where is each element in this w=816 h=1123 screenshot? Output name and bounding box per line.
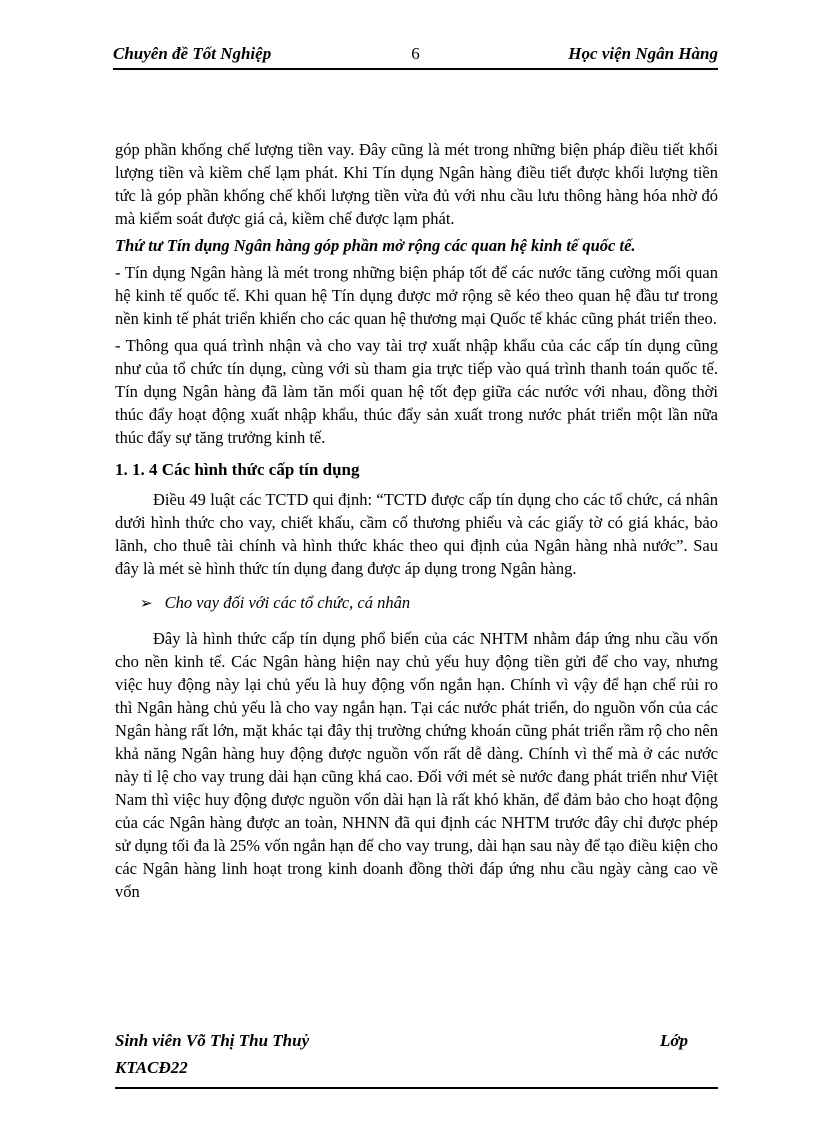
document-body [115,138,718,907]
page-header [113,44,718,70]
arrow-bullet-icon: ➢ [140,596,153,612]
footer-class-code: KTACĐ22 [115,1058,188,1077]
paragraph-day-la: Đây là hình thức cấp tín dụng phổ biến của các NHTM nhằm đáp ứng nhu cầu vốn cho nền kinh tế. Các Ngân hàng hiện nay chủ yếu huy động tiền gửi để cho vay, nhưng việc huy động này lại chủ yếu là huy động vốn ngắn hạn. Chính vì vậy để hạn chế rủi ro thì Ngân hàng chủ yếu là cho vay ngắn hạn. Tại các nước phát triển, do nguồn vốn của các Ngân hàng rất lớn, mặt khác tại đây thị trường chứng khoán cũng phát triển rầm rộ cho nên khả năng Ngân hàng huy động được nguồn vốn rất dễ dàng. Chính vì thế mà ở các nước này tỉ lệ cho vay trung dài hạn cũng khá cao. Đối với mét sè nước đang phát triển như Việt Nam thì việc huy động được nguồn vốn dài hạn là rất khó khăn, để đảm bảo cho hoạt động của các Ngân hàng được an toàn, NHNN đã qui định các NHTM trước đây chỉ được phép sử dụng tối đa là 25% vốn ngắn hạn để cho vay trung, dài hạn sau này để tạo điều kiện cho các Ngân hàng linh hoạt trong kinh doanh đồng thời đáp ứng nhu cầu ngày càng cao về vốn [115,629,718,901]
paragraph-dieu-49: Điều 49 luật các TCTD qui định: “TCTD được cấp tín dụng cho các tổ chức, cá nhân dưới hình thức cho vay, chiết khấu, cầm cố thương phiếu và các giấy tờ có giá khác, bảo lãnh, cho thuê tài chính và hình thức khác theo qui định của Ngân hàng nhà nước”. Sau đây là mét sè hình thức tín dụng đang được áp dụng trong Ngân hàng. [115,490,718,578]
page-number: 6 [411,44,420,63]
paragraph-continuation: góp phần khống chế lượng tiền vay. Đây cũng là mét trong những biện pháp điều tiết khối lượng tiền và kiềm chế lạm phát. Khi Tín dụng Ngân hàng điều tiết được khối lượng tiền tức là góp phần khống chế khối lượng tiền vừa đủ với nhu cầu lưu thông hàng hóa nhờ đó mà kiểm soát được giá cả, kiềm chế được lạm phát. [115,140,718,228]
header-institution: Học viện Ngân Hàng [568,44,718,63]
paragraph-thong-qua: - Thông qua quá trình nhận và cho vay tài trợ xuất nhập khẩu của các cấp tín dụng cũng như của tổ chức tín dụng, cùng với sù tham gia trực tiếp vào quá trình thanh toán quốc tế. Tín dụng Ngân hàng đã làm tăn mối quan hệ tốt đẹp giữa các nước với nhau, đồng thời thúc đẩy hoạt động xuất nhập khẩu, thúc đẩy sản xuất trong nước phát triển một lần nữa thúc đẩy sự tăng trưởng kinh tế. [115,336,718,447]
paragraph-thu-tu-heading: Thứ tư Tín dụng Ngân hàng góp phần mở rộng các quan hệ kinh tế quốc tế. [115,236,636,255]
footer-student-name: Sinh viên Võ Thị Thu Thuỷ [115,1031,310,1050]
header-document-title: Chuyên đề Tốt Nghiệp [113,44,272,63]
footer-class-label: Lớp [659,1031,688,1050]
section-heading-1-1-4: 1. 1. 4 Các hình thức cấp tín dụng [115,460,360,479]
paragraph-tin-dung: - Tín dụng Ngân hàng là mét trong những biện pháp tốt để các nước tăng cường mối quan hệ kinh tế quốc tế. Khi quan hệ Tín dụng được mở rộng sẽ kéo theo quan hệ đầu tư trong nền kinh tế phát triển khiến cho các quan hệ thương mại Quốc tế khác cũng phát triển theo. [115,263,718,328]
footer-row [115,1027,718,1054]
bullet-item [140,591,718,616]
bullet-item-label: Cho vay đối với các tổ chức, cá nhân [164,593,411,612]
page-footer [115,1027,718,1089]
